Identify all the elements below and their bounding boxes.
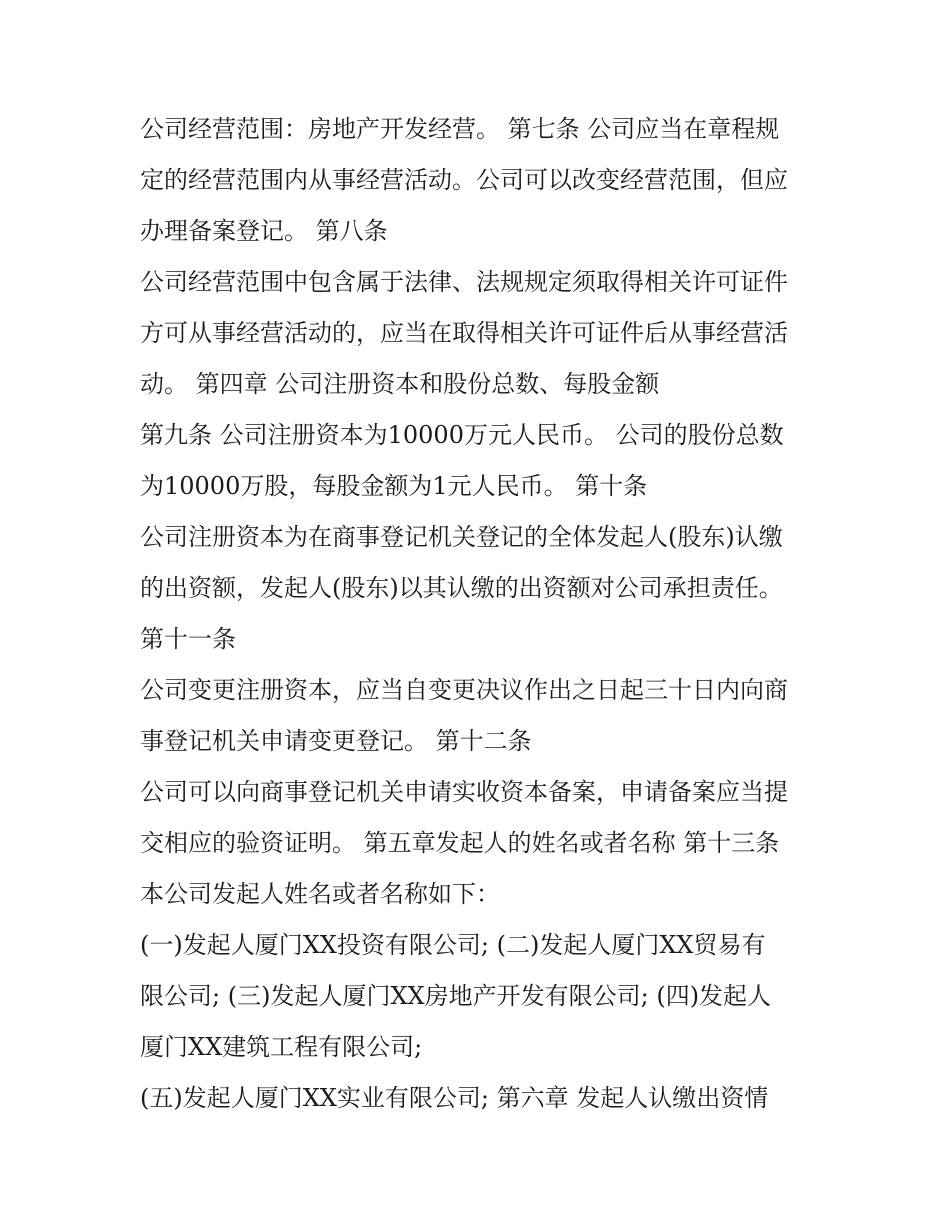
- text-line: 动。 第四章 公司注册资本和股份总数、每股金额: [140, 370, 660, 398]
- text-line: 公司经营范围中包含属于法律、法规规定须取得相关许可证件: [140, 268, 788, 296]
- text-line: 厦门XX建筑工程有限公司;: [140, 1033, 423, 1061]
- text-line: 限公司; (三)发起人厦门XX房地产开发有限公司; (四)发起人: [140, 982, 772, 1010]
- text-line: 事登记机关申请变更登记。 第十二条: [140, 727, 532, 755]
- text-line: (五)发起人厦门XX实业有限公司; 第六章 发起人认缴出资情: [140, 1084, 769, 1112]
- text-line: 为10000万股，每股金额为1元人民币。 第十条: [140, 472, 648, 500]
- text-line: 第十一条: [140, 625, 236, 653]
- text-line: 第九条 公司注册资本为10000万元人民币。 公司的股份总数: [140, 421, 784, 449]
- text-line: 办理备案登记。 第八条: [140, 217, 388, 245]
- text-line: 定的经营范围内从事经营活动。公司可以改变经营范围，但应: [140, 166, 788, 194]
- text-line: 公司变更注册资本，应当自变更决议作出之日起三十日内向商: [140, 676, 788, 704]
- text-line: (一)发起人厦门XX投资有限公司; (二)发起人厦门XX贸易有: [140, 931, 766, 959]
- text-line: 公司可以向商事登记机关申请实收资本备案，申请备案应当提: [140, 778, 788, 806]
- document-body: [140, 104, 830, 1124]
- text-line: 公司经营范围：房地产开发经营。 第七条 公司应当在章程规: [140, 115, 780, 143]
- text-line: 交相应的验资证明。 第五章发起人的姓名或者名称 第十三条: [140, 829, 780, 857]
- text-line: 本公司发起人姓名或者名称如下：: [140, 880, 500, 908]
- text-line: 的出资额，发起人(股东)以其认缴的出资额对公司承担责任。: [140, 574, 783, 602]
- text-line: 方可从事经营活动的，应当在取得相关许可证件后从事经营活: [140, 319, 788, 347]
- text-line: 公司注册资本为在商事登记机关登记的全体发起人(股东)认缴: [140, 523, 783, 551]
